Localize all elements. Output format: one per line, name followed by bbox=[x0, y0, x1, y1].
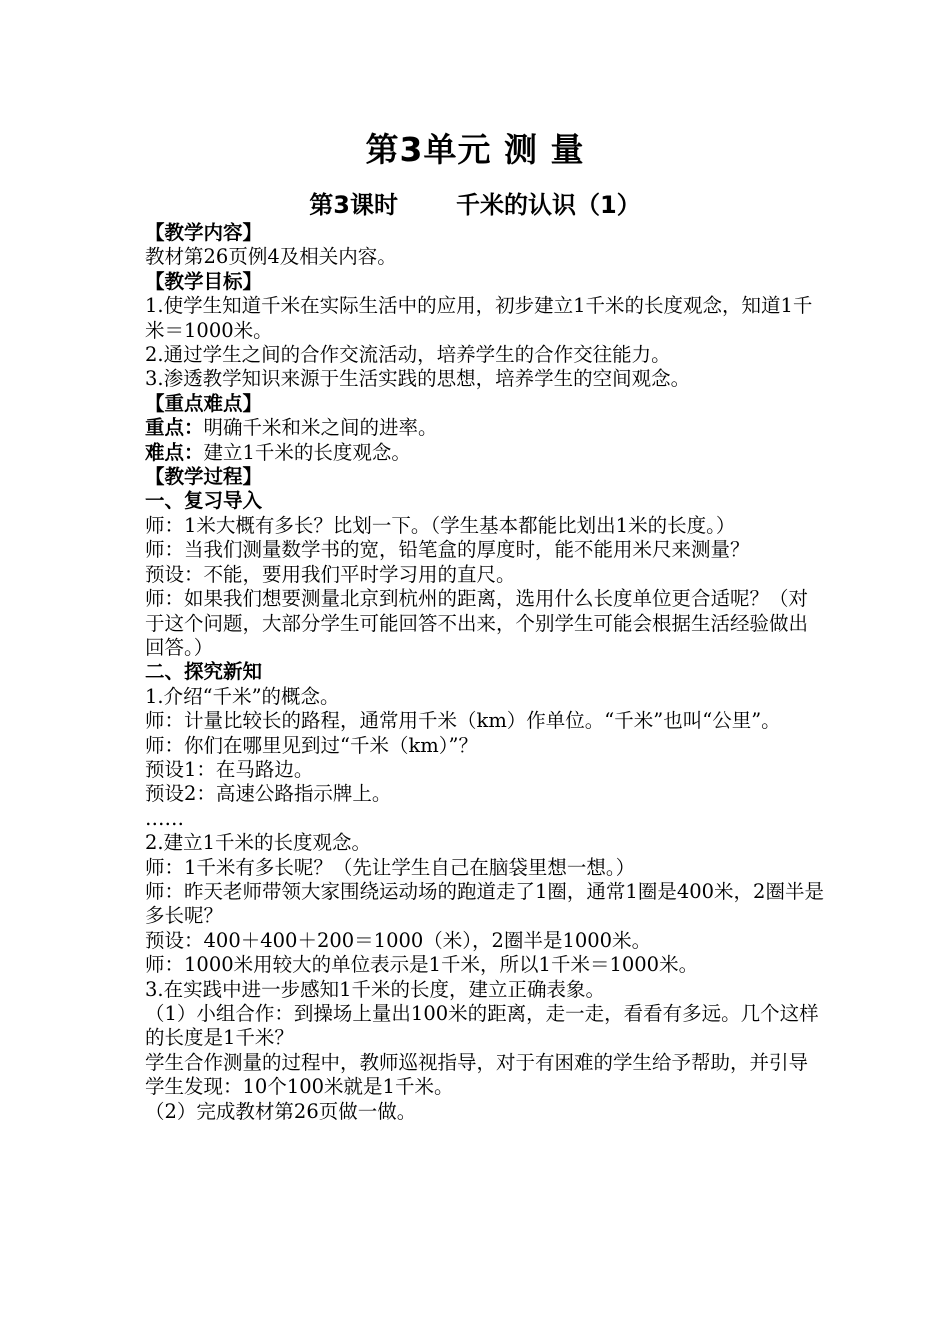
paragraph: 预设1：在马路边。 bbox=[145, 757, 314, 781]
key-text: 明确千米和米之间的进率。 bbox=[203, 416, 438, 440]
paragraph: 师：你们在哪里见到过“千米（km）”？ bbox=[145, 733, 478, 757]
paragraph: 1.介绍“千米”的概念。 bbox=[145, 684, 340, 708]
content-text: 教材第26页例4及相关内容。 bbox=[145, 245, 397, 269]
keypoints-heading: 【重点难点】 bbox=[145, 391, 263, 415]
part2-heading: 二、探究新知 bbox=[145, 660, 263, 684]
paragraph: 师：计量比较长的路程，通常用千米（km）作单位。“千米”也叫“公里”。 bbox=[145, 709, 781, 733]
lesson-number: 第3课时 bbox=[309, 191, 398, 219]
goal-item: 3.渗透教学知识来源于生活实践的思想，培养学生的空间观念。 bbox=[145, 367, 691, 391]
lesson-body bbox=[145, 221, 825, 1124]
unit-title: 第3单元 测 量 bbox=[365, 130, 585, 169]
paragraph: 3.在实践中进一步感知1千米的长度，建立正确表象。 bbox=[145, 977, 606, 1001]
paragraph: 师：1000米用较大的单位表示是1千米，所以1千米＝1000米。 bbox=[145, 953, 699, 977]
process-heading: 【教学过程】 bbox=[145, 465, 263, 489]
key-point bbox=[145, 416, 825, 440]
lesson-name: 千米的认识（1） bbox=[456, 191, 641, 219]
goal-item: 2.通过学生之间的合作交流活动，培养学生的合作交往能力。 bbox=[145, 343, 671, 367]
part1-heading: 一、复习导入 bbox=[145, 489, 263, 513]
content-heading: 【教学内容】 bbox=[145, 221, 263, 244]
goals-heading: 【教学目标】 bbox=[145, 269, 263, 293]
difficulty-text: 建立1千米的长度观念。 bbox=[203, 440, 411, 464]
paragraph: 师：1千米有多长呢？（先让学生自己在脑袋里想一想。） bbox=[145, 855, 636, 879]
lesson-title bbox=[0, 188, 950, 222]
ellipsis-line: …… bbox=[145, 806, 184, 830]
paragraph: （2）完成教材第26页做一做。 bbox=[145, 1099, 417, 1123]
goal-item: 1.使学生知道千米在实际生活中的应用，初步建立1千米的长度观念，知道1千米＝1000米。 bbox=[145, 294, 813, 342]
key-label: 重点： bbox=[145, 416, 204, 440]
difficulty-label: 难点： bbox=[145, 440, 204, 464]
paragraph: 师：如果我们想要测量北京到杭州的距离，选用什么长度单位更合适呢？（对于这个问题，大部分学生可能回答不出来，个别学生可能会根据生活经验做出回答。） bbox=[145, 587, 809, 659]
paragraph: 师：昨天老师带领大家围绕运动场的跑道走了1圈，通常1圈是400米，2圈半是多长呢？ bbox=[145, 879, 824, 928]
paragraph: 预设：400＋400＋200＝1000（米），2圈半是1000米。 bbox=[145, 928, 652, 952]
paragraph: 预设：不能，要用我们平时学习用的直尺。 bbox=[145, 562, 516, 586]
paragraph: （1）小组合作：到操场上量出100米的距离，走一走，看看有多远。几个这样的长度是1千米？ bbox=[145, 1002, 819, 1050]
paragraph: 预设2：高速公路指示牌上。 bbox=[145, 782, 392, 806]
paragraph: 师：1米大概有多长？比划一下。（学生基本都能比划出1米的长度。） bbox=[145, 513, 736, 537]
paragraph: 2.建立1千米的长度观念。 bbox=[145, 831, 372, 855]
paragraph: 学生合作测量的过程中，教师巡视指导，对于有困难的学生给予帮助，并引导学生发现：10个100米就是1千米。 bbox=[145, 1050, 809, 1099]
difficulty-point bbox=[145, 441, 825, 465]
paragraph: 师：当我们测量数学书的宽，铅笔盒的厚度时，能不能用米尺来测量？ bbox=[145, 538, 750, 562]
